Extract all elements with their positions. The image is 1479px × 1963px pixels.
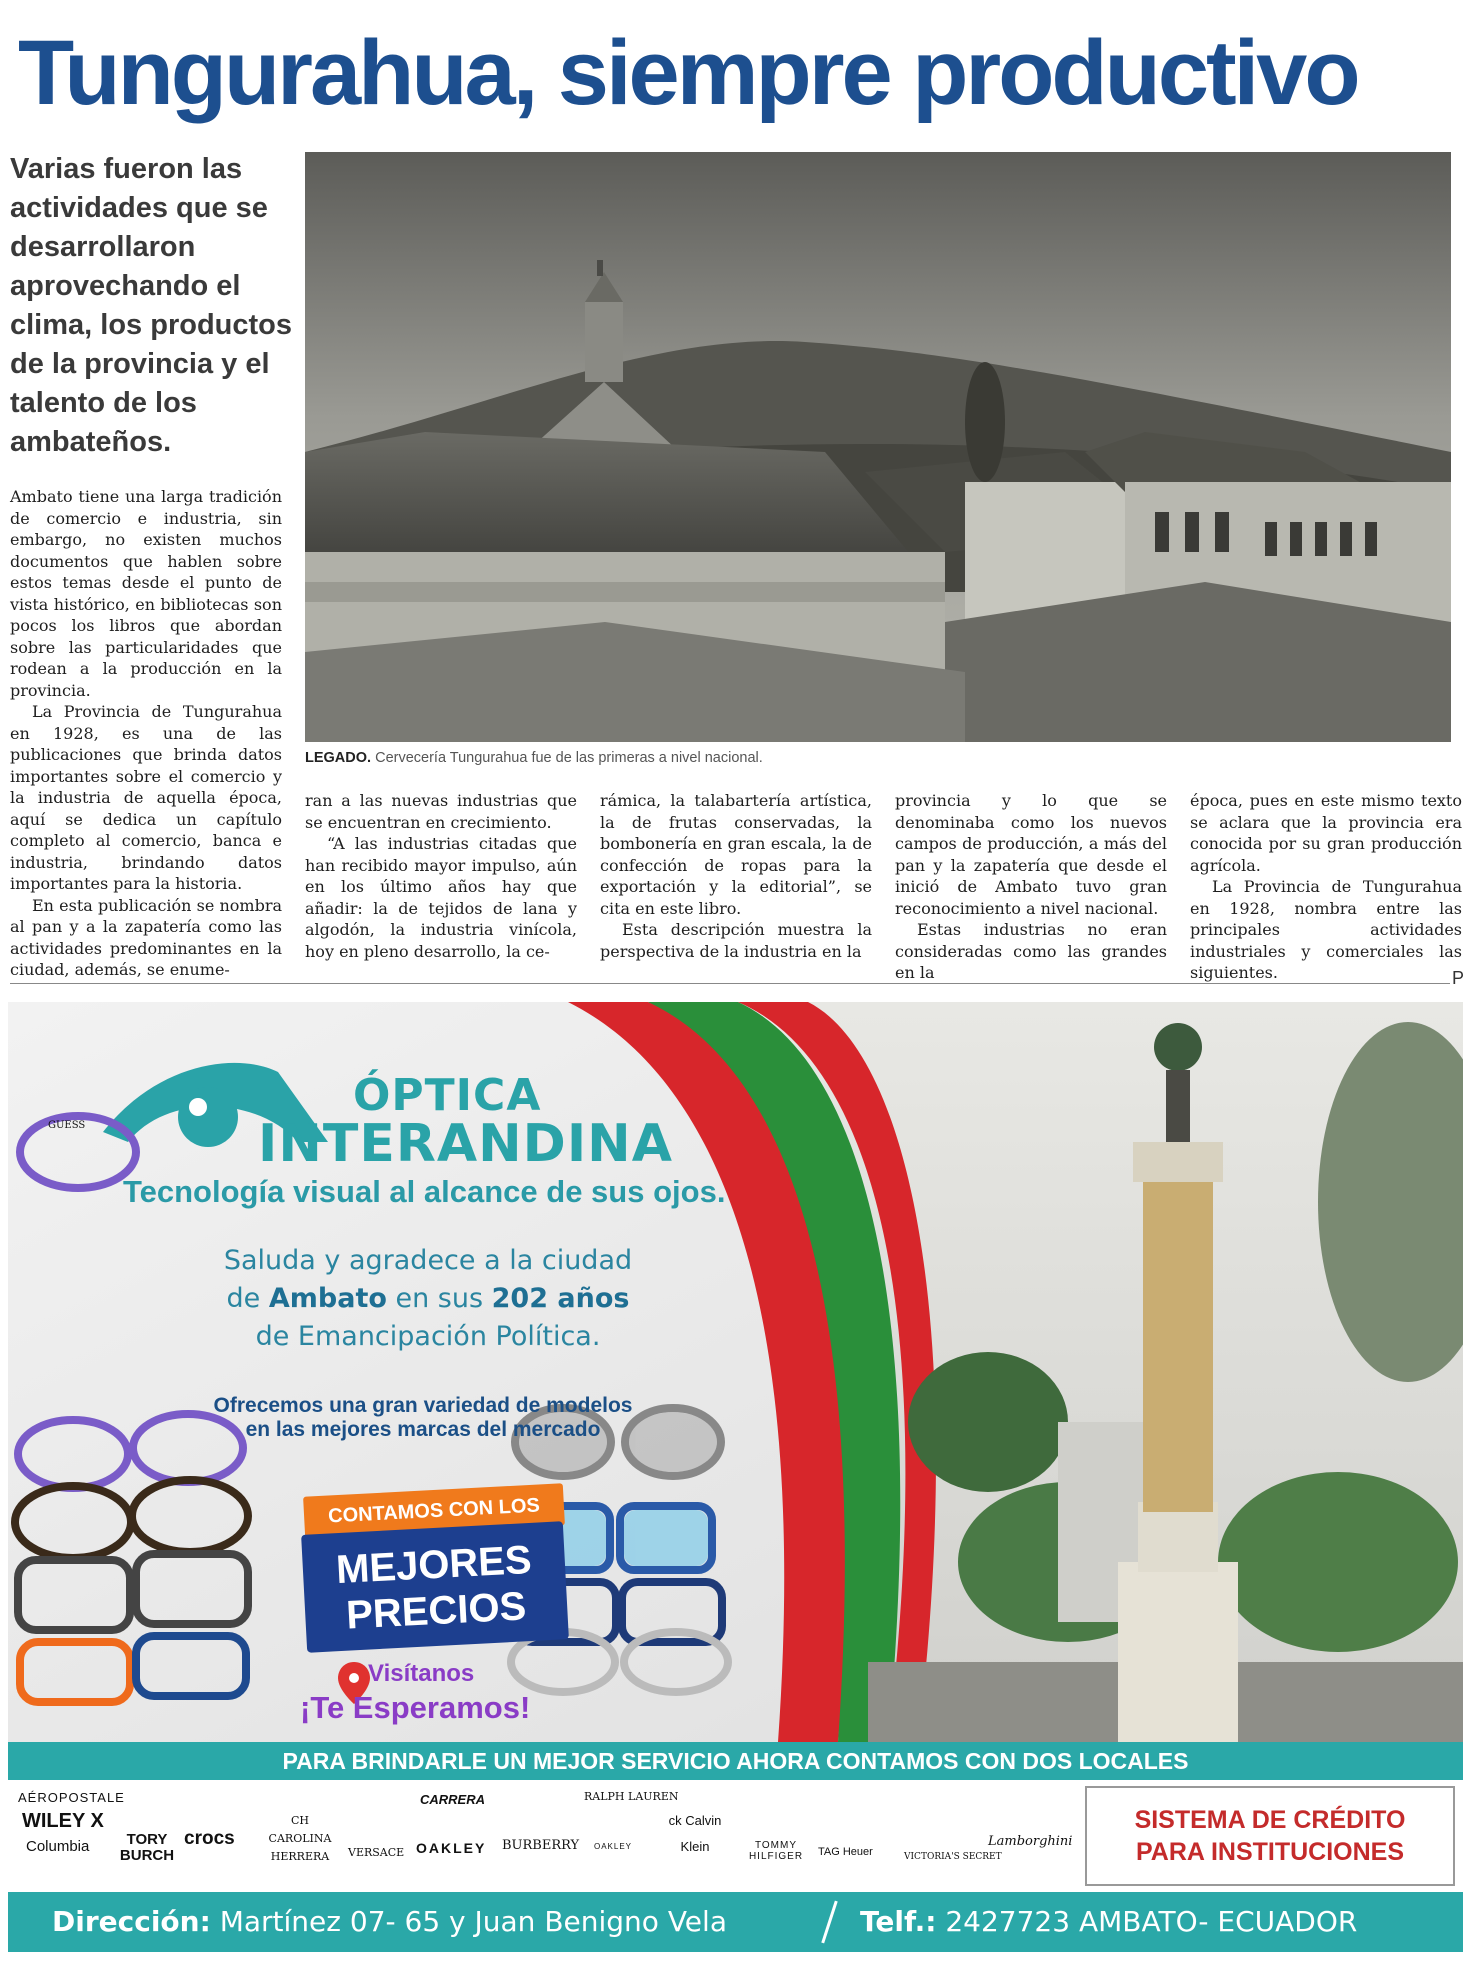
brand-logo: CARRERA	[420, 1792, 485, 1807]
greeting-fragment: en sus	[386, 1283, 492, 1314]
paragraph: ran a las nuevas industrias que se encuentran en crecimiento.	[305, 791, 577, 832]
photo-caption	[305, 750, 1451, 772]
greeting-city: Ambato	[268, 1283, 387, 1314]
brand-logo: VICTORIA'S SECRET	[904, 1852, 1002, 1862]
paragraph: “A las industrias citadas que han recibido mayor impulso, aún en los último años hay que añadir: la de tejidos de lana y algodón, la industria vinícola, hoy en pleno desarrollo, la ce-	[305, 834, 577, 961]
address-value: Martínez 07- 65 y Juan Benigno Vela	[219, 1905, 727, 1938]
brand-logo: Columbia	[26, 1838, 90, 1855]
article-column-2	[305, 790, 577, 962]
brand-logo: VERSACE	[348, 1846, 405, 1859]
greeting-line-3: de Emancipación Política.	[255, 1321, 601, 1352]
brand-logo: CH CAROLINA HERRERA	[268, 1814, 332, 1863]
brewery-photo-illustration	[305, 152, 1451, 742]
greeting-line-1: Saluda y agradece a la ciudad	[223, 1245, 633, 1276]
paragraph: rámica, la talabartería artística, la de frutas conservadas, la bombonería en gran escala, la de confección de ropas para la exportación y la editorial”, se cita en este libro.	[600, 791, 872, 918]
address	[52, 1892, 727, 1952]
optica-advertisement	[8, 1002, 1463, 1957]
paragraph: provincia y lo que se denominaba como los nuevos campos de producción, a más del pan y la zapatería que desde el inició de Ambato tuvo gran reconocimiento a nivel nacional.	[895, 791, 1167, 918]
phone-value: 2427723 AMBATO- ECUADOR	[945, 1905, 1358, 1938]
historic-photo	[305, 152, 1451, 742]
caption-text: Cervecería Tungurahua fue de las primeras a nivel nacional.	[375, 750, 763, 766]
article-column-4	[895, 790, 1167, 984]
article-column-3	[600, 790, 872, 962]
brand-name-line2: INTERANDINA	[258, 1114, 673, 1174]
paragraph: En esta publicación se nombra al pan y a la zapatería como las actividades predominantes en la ciudad, además, se enume-	[10, 895, 282, 979]
paragraph: La Provincia de Tungurahua en 1928, nombra entre las principales actividades industriales y comerciales las siguientes.	[1190, 877, 1462, 982]
credit-line-2: PARA INSTITUCIONES	[1135, 1838, 1405, 1866]
brand-logo: OAKLEY	[416, 1840, 487, 1856]
phone	[860, 1892, 1357, 1952]
brand-logo: OAKLEY	[594, 1842, 633, 1851]
frame-label: GUESS	[48, 1120, 86, 1131]
address-band	[8, 1892, 1463, 1952]
credit-line-1: SISTEMA DE CRÉDITO	[1134, 1806, 1406, 1834]
prices-banner-top: CONTAMOS CON LOS	[303, 1483, 565, 1539]
prices-banner-main	[301, 1521, 569, 1653]
page-letter: P	[1452, 968, 1465, 988]
brand-logo: TORY BURCH	[119, 1831, 175, 1864]
phone-label: Telf.:	[860, 1905, 937, 1938]
brand-logo: crocs	[184, 1828, 235, 1849]
brand-logo: BURBERRY	[502, 1838, 580, 1853]
greeting-line-2	[168, 1280, 688, 1318]
brand-logo: TAG Heuer	[818, 1846, 873, 1858]
we-wait-text: ¡Te Esperamos!	[300, 1690, 531, 1725]
address-label: Dirección:	[52, 1905, 211, 1938]
paragraph: Ambato tiene una larga tradición de comercio e industria, sin embargo, no existen muchos documentos que hablen sobre estos temas desde el punto de vista histórico, en bibliotecas son pocos los libros que abordan sobre las particularidades que rodean a la producción en la provincia.	[10, 487, 282, 700]
locations-band: PARA BRINDARLE UN MEJOR SERVICIO AHORA CONTAMOS CON DOS LOCALES	[8, 1742, 1463, 1780]
credit-system-box	[1085, 1786, 1455, 1886]
offer-text: Ofrecemos una gran variedad de modelos en las mejores marcas del mercado	[213, 1394, 633, 1441]
headline: Tungurahua, siempre productivo	[18, 22, 1358, 124]
greeting-text	[168, 1242, 688, 1356]
brand-logo: ck Calvin Klein	[668, 1813, 722, 1854]
brand-logo: WILEY X	[22, 1810, 104, 1832]
section-divider	[10, 983, 1450, 984]
article-column-5	[1190, 790, 1462, 984]
paragraph: época, pues en este mismo texto se aclara que la provincia era conocida por su gran producción agrícola.	[1190, 791, 1462, 875]
paragraph: Estas industrias no eran consideradas como las grandes en la	[895, 920, 1167, 982]
greeting-years: 202 años	[491, 1283, 630, 1314]
paragraph: Esta descripción muestra la perspectiva de la industria en la	[600, 920, 872, 961]
greeting-fragment: de	[226, 1283, 269, 1314]
separator	[821, 1901, 837, 1944]
brand-logo: AÉROPOSTALE	[18, 1790, 125, 1805]
caption-label: LEGADO.	[305, 750, 372, 766]
brand-name-line1: ÓPTICA	[353, 1070, 542, 1121]
article-column-1	[10, 486, 282, 981]
ad-tagline: Tecnología visual al alcance de sus ojos.	[123, 1174, 726, 1209]
paragraph: La Provincia de Tungurahua en 1928, es una de las publicaciones que brinda datos importantes sobre el comercio y la industria de aquella época, aquí se dedica un capítulo completo al comercio, banca e industria, brindando datos importantes para la historia.	[10, 702, 282, 893]
brand-logo: RALPH LAUREN	[584, 1790, 679, 1803]
lead-paragraph: Varias fueron las actividades que se desarrollaron aprovechando el clima, los productos de la provincia y el talento de los ambateños.	[10, 153, 292, 458]
brand-logo: TOMMY HILFIGER	[748, 1840, 804, 1862]
visit-us-text: Visítanos	[368, 1660, 475, 1687]
brand-logos-strip	[8, 1784, 1073, 1890]
prices-banner-line-2: PRECIOS	[345, 1584, 528, 1638]
brand-logo: Lamborghini	[988, 1834, 1073, 1849]
prices-banner-line-1: MEJORES	[335, 1537, 533, 1593]
